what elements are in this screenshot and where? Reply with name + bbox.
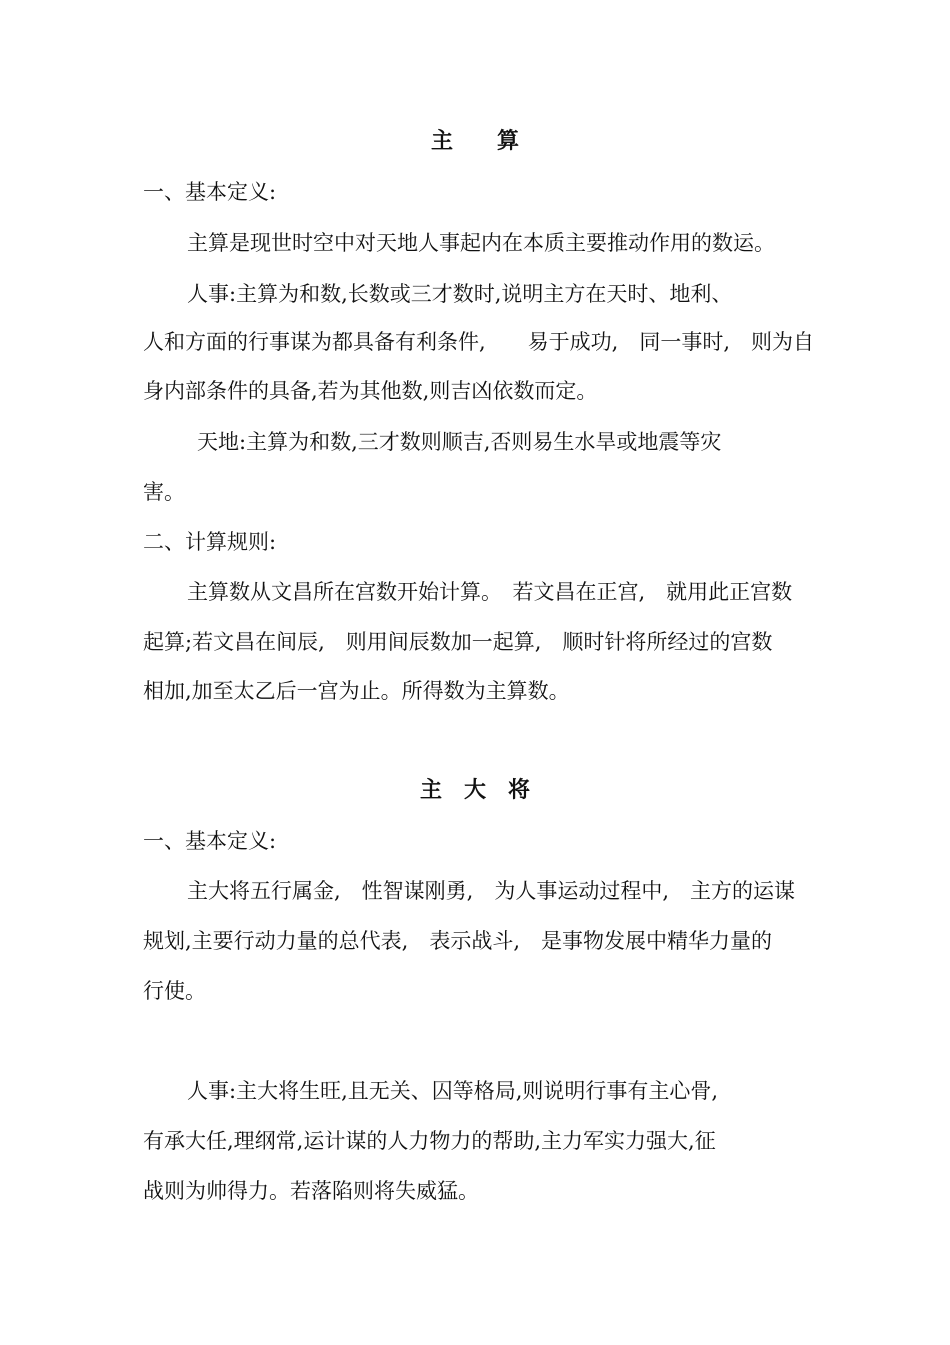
- rule-line-2: 起算;若文昌在间辰, 则用间辰数加一起算, 顺时针将所经过的宫数: [143, 630, 773, 654]
- definition-paragraph: 主算是现世时空中对天地人事起内在本质主要推动作用的数运。: [187, 231, 775, 255]
- definition-line-2: 规划,主要行动力量的总代表, 表示战斗, 是事物发展中精华力量的: [143, 929, 773, 953]
- renshi2-line-2: 有承大任,理纲常,运计谋的人力物力的帮助,主力军实力强大,征: [143, 1129, 716, 1153]
- renshi-line-1: 人事:主算为和数,长数或三才数时,说明主方在天时、地利、: [187, 282, 733, 306]
- heading-basic-definition-2: 一、基本定义:: [143, 829, 277, 853]
- heading-calculation-rules: 二、计算规则:: [143, 530, 277, 554]
- renshi-line-3: 身内部条件的具备,若为其他数,则吉凶依数而定。: [143, 379, 598, 403]
- section-title-zhudajiang: 主 大 将: [419, 777, 530, 803]
- heading-basic-definition: 一、基本定义:: [143, 180, 277, 204]
- rule-line-1: 主算数从文昌所在宫数开始计算。 若文昌在正宫, 就用此正宫数: [187, 580, 793, 604]
- renshi2-line-1: 人事:主大将生旺,且无关、囚等格局,则说明行事有主心骨,: [187, 1079, 719, 1103]
- rule-line-3: 相加,加至太乙后一宫为止。所得数为主算数。: [143, 679, 570, 703]
- definition-line-1: 主大将五行属金, 性智谋刚勇, 为人事运动过程中, 主方的运谋: [187, 879, 796, 903]
- renshi2-line-3: 战则为帅得力。若落陷则将失威猛。: [143, 1179, 479, 1203]
- section-title-zhusuan: 主 算: [430, 128, 519, 154]
- renshi-line-2: 人和方面的行事谋为都具备有利条件, 易于成功, 同一事时, 则为自: [143, 330, 815, 354]
- tiandi-line-2: 害。: [143, 480, 185, 504]
- tiandi-line-1: 天地:主算为和数,三才数则顺吉,否则易生水旱或地震等灾: [197, 430, 722, 454]
- definition-line-3: 行使。: [143, 979, 206, 1003]
